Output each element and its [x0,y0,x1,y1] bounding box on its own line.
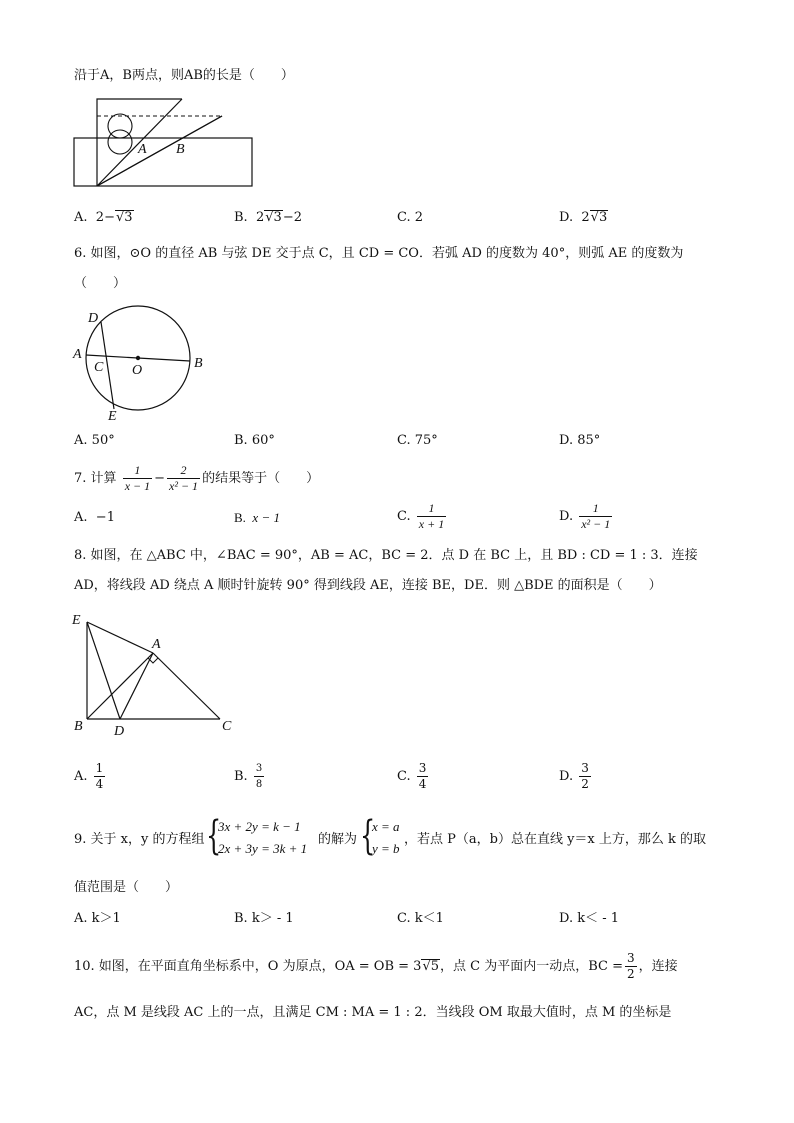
q8-figure [68,608,248,738]
q7-suffix: 的结果等于（ ） [202,471,320,486]
radicand: 3 [598,210,608,225]
q6-stem-line2: （ ） [74,276,127,291]
q10-suffix: ，连接 [638,959,678,974]
q9-option-b [234,911,294,927]
option-letter: A. [74,210,88,225]
q9-option-d [559,911,619,927]
sqrt: √3 [265,210,282,225]
option-letter: D. [559,911,574,926]
q9-mid: 的解为 [318,832,358,847]
q6-label-o: O [132,363,143,378]
q10-prefix: 10. 如图，在平面直角坐标系中，O 为原点，OA = OB = 3 [74,959,422,974]
q5-label-a: A [138,142,147,157]
radicand: 3 [124,210,133,225]
q8-label-a: A [152,637,161,652]
q6-label-e: E [108,409,117,424]
option-text: k＜1 [414,911,444,926]
q9-prefix: 9. 关于 x，y 的方程组 [74,832,205,847]
q8-stem-line1: 8. 如图，在 △ABC 中，∠BAC = 90°，AB = AC，BC = 2．点 D 在 BC 上，且 BD : CD = 1 : 3．连接 [74,548,698,563]
q8-stem-line2: AD，将线段 AD 绕点 A 顺时针旋转 90° 得到线段 AE，连接 BE，DE．则 △BDE 的面积是（ ） [74,578,662,593]
option-letter: B. [234,911,248,926]
option-letter: B. [234,769,248,784]
q8-label-b: B [74,719,83,734]
option-letter: D. [559,210,574,225]
q8-label-e: E [72,613,81,628]
q9-stem-line2: 值范围是（ ） [74,880,179,895]
option-text: k＞1 [91,911,121,926]
option-text: k＞ - 1 [251,911,294,926]
option-letter: D. [559,433,574,448]
q9-equation-1: 3x + 2y = k − 1 [218,819,301,834]
q6-stem-line1: 6. 如图，⊙O 的直径 AB 与弦 DE 交于点 C，且 CD = CO．若弧 AD 的度数为 40°，则弧 AE 的度数为 [74,246,684,261]
q5-option-a [74,210,134,226]
option-letter: A. [74,769,88,784]
q8-option-d [559,760,593,794]
option-fraction: $\frac{3}{4}$ [418,761,427,791]
q5-option-b [234,210,302,226]
q6-label-a: A [73,347,82,362]
q5-stem: 沿于A，B两点，则AB的长是（ ） [74,68,294,83]
q6-figure [70,302,210,427]
q7-prefix: 7. 计算 [74,471,117,486]
q6-option-c [397,433,438,449]
option-text: k＜ - 1 [577,911,620,926]
sqrt: √3 [115,210,133,225]
q9-suffix: ，若点 P（a，b）总在直线 y＝x 上方，那么 k 的取 [404,832,707,847]
option-text: 2− [95,210,115,225]
option-text: 85° [577,433,601,448]
q7-option-b [234,510,280,526]
q9-equation-2: 2x + 3y = 3k + 1 [218,841,308,856]
option-letter: A. [74,911,88,926]
option-letter: C. [397,433,411,448]
option-text: −1 [95,510,115,525]
q8-option-b [234,760,266,794]
q6-option-a [74,433,115,449]
q7-option-a [74,510,115,526]
q5-option-c [397,210,423,226]
q9-solution-1: x = a [372,819,400,834]
q10-mid: ，点 C 为平面内一动点，BC = [440,959,624,974]
option-text: 2 [255,210,265,225]
q5-figure [72,96,262,191]
q7-fraction-2: $\frac{2}{\text{x² − 1}}$ [169,463,199,493]
q5-label-b: B [176,142,185,157]
option-text: x − 1 [252,510,280,525]
option-letter: B. [234,510,246,525]
option-letter: C. [397,911,411,926]
q8-label-c: C [222,719,232,734]
option-fraction: $\frac{1}{x + 1}$ [418,501,445,531]
q10-fraction: $\frac{3}{2}$ [627,951,635,981]
q10-stem-line1 [74,950,678,984]
q8-option-c [397,760,430,794]
option-letter: C. [397,509,411,524]
sqrt: √3 [590,210,608,225]
q6-option-b [234,433,275,449]
q7-option-c [397,500,448,534]
option-letter: C. [397,210,411,225]
q9-equations [218,816,307,860]
option-fraction: $\frac{3}{8}$ [255,763,263,790]
option-letter: A. [74,433,88,448]
option-fraction: $\frac{1}{4}$ [95,761,104,791]
option-letter: D. [559,769,574,784]
option-text: 2 [414,210,424,225]
q7-minus: − [154,471,166,486]
option-tail: −2 [282,210,302,225]
option-letter: B. [234,210,248,225]
q7-stem [74,462,319,496]
q7-option-d [559,500,614,534]
q9-solution [372,816,400,860]
option-fraction: $\frac{3}{2}$ [581,761,589,791]
q9-left-brace: { [206,813,222,859]
radicand: 5 [430,959,440,974]
option-fraction: $\frac{1}{\text{x² − 1}}$ [581,501,611,531]
q8-option-a [74,760,107,794]
q5-option-d [559,210,608,226]
q9-solution-brace: { [360,813,376,859]
q9-solution-2: y = b [372,841,400,856]
radicand: 3 [273,210,282,225]
q9-option-a [74,911,121,927]
q10-stem-line2: AC，点 M 是线段 AC 上的一点，且满足 CM : MA = 1 : 2．当线段 OM 取最大值时，点 M 的坐标是 [74,1005,672,1020]
q6-label-d: D [88,311,99,326]
option-letter: C. [397,769,411,784]
option-letter: A. [74,510,88,525]
q7-fraction-1: $\frac{1}{x - 1}$ [124,463,151,493]
option-text: 75° [414,433,438,448]
option-letter: D. [559,509,574,524]
q6-option-d [559,433,600,449]
option-letter: B. [234,433,248,448]
q9-option-c [397,911,444,927]
sqrt: √5 [422,959,440,974]
q8-label-d: D [114,724,125,738]
option-text: 50° [91,433,115,448]
q6-label-c: C [94,360,104,375]
q6-label-b: B [194,356,203,371]
option-text: 2 [581,210,590,225]
option-text: 60° [251,433,275,448]
